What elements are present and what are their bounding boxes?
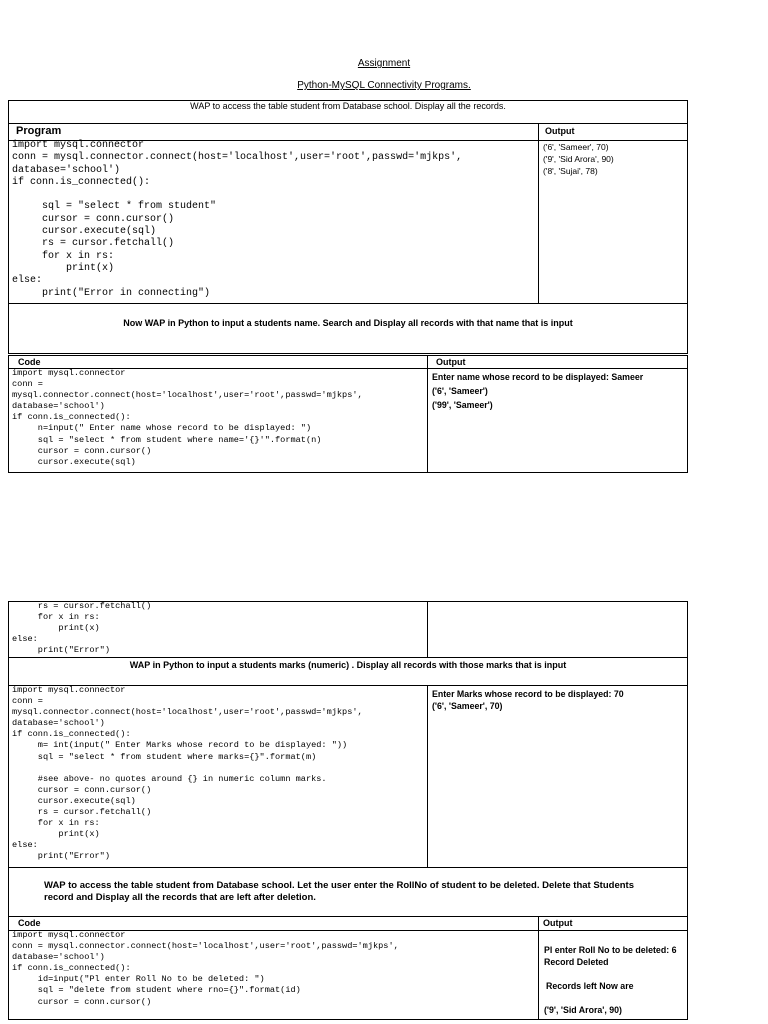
section4-output-deleted: Record Deleted (544, 957, 609, 967)
section4-output-record: ('9', 'Sid Arora', 90) (544, 1005, 622, 1015)
section2-code: import mysql.connector conn = mysql.connector.connect(host='localhost',user='root',passwd='mjkps', database='school') if conn.is_connected(): n=input(" Enter name whose record to be displayed: ") sql = "select * from student where name='{}'".format(n) cursor = conn.cursor() cursor.execute(sql) (12, 368, 363, 467)
section3-task: WAP in Python to input a students marks (numeric) . Display all records with those marks that is input (129, 660, 567, 670)
divider (8, 123, 688, 124)
section2-output: Enter name whose record to be displayed: Sameer ('6', 'Sameer') ('99', 'Sameer') (432, 372, 644, 410)
section4-output-left: Records left Now are (546, 981, 634, 991)
section3-code: import mysql.connector conn = mysql.connector.connect(host='localhost',user='root',passwd='mjkps', database='school') if conn.is_connected(): m= int(input(" Enter Marks whose record to be displayed: ")) sql = "select * from student where marks={}".format(m) #see above- no quotes around {} in numeric column marks. cursor = conn.cursor() cursor.execute(sql) rs = cursor.fetchall() for x in rs: print(x) else: print("Error") (12, 685, 363, 862)
output-label: Output (436, 357, 466, 367)
section1-output: ('6', 'Sameer', 70) ('9', 'Sid Arora', 90) ('8', 'Sujai', 78) (543, 142, 614, 176)
code-label: Code (18, 357, 41, 367)
output-label: Output (545, 126, 575, 136)
section4-task: WAP to access the table student from Database school. Let the user enter the RollNo of student to be deleted. Delete that Students record and Display all the records that are left after deletion. (44, 880, 634, 903)
document-subtitle: Python-MySQL Connectivity Programs. (297, 80, 471, 91)
column-divider (538, 123, 539, 303)
continued-code: rs = cursor.fetchall() for x in rs: print(x) else: print("Error") (12, 601, 152, 656)
column-divider (427, 685, 428, 868)
section3-output: Enter Marks whose record to be displayed: 70 ('6', 'Sameer', 70) (432, 689, 624, 711)
code-label: Code (18, 918, 41, 928)
output-label: Output (543, 918, 573, 928)
section1-code: import mysql.connector conn = mysql.connector.connect(host='localhost',user='root',passwd='mjkps', database='school') if conn.is_connected(): sql = "select * from student" cursor = conn.cursor() cursor.execute(sql) rs = cursor.fetchall() for x in rs: print(x) else: print("Error in connecting") (12, 140, 463, 299)
section2-task: Now WAP in Python to input a students name. Search and Display all records with that name that is input (123, 318, 573, 328)
section4-code: import mysql.connector conn = mysql.connector.connect(host='localhost',user='root',passwd='mjkps', database='school') if conn.is_connected(): id=input("Pl enter Roll No to be deleted: ") sql = "delete from student where rno={}".format(id) cursor = conn.cursor() (12, 930, 399, 1007)
document-title: Assignment (357, 58, 411, 69)
program-label: Program (16, 125, 62, 137)
column-divider (427, 355, 428, 473)
divider (8, 303, 688, 304)
section1-task: WAP to access the table student from Database school. Display all the records. (190, 101, 506, 111)
section4-output-prompt: Pl enter Roll No to be deleted: 6 (544, 945, 677, 955)
column-divider (538, 916, 539, 1020)
column-divider (427, 601, 428, 658)
